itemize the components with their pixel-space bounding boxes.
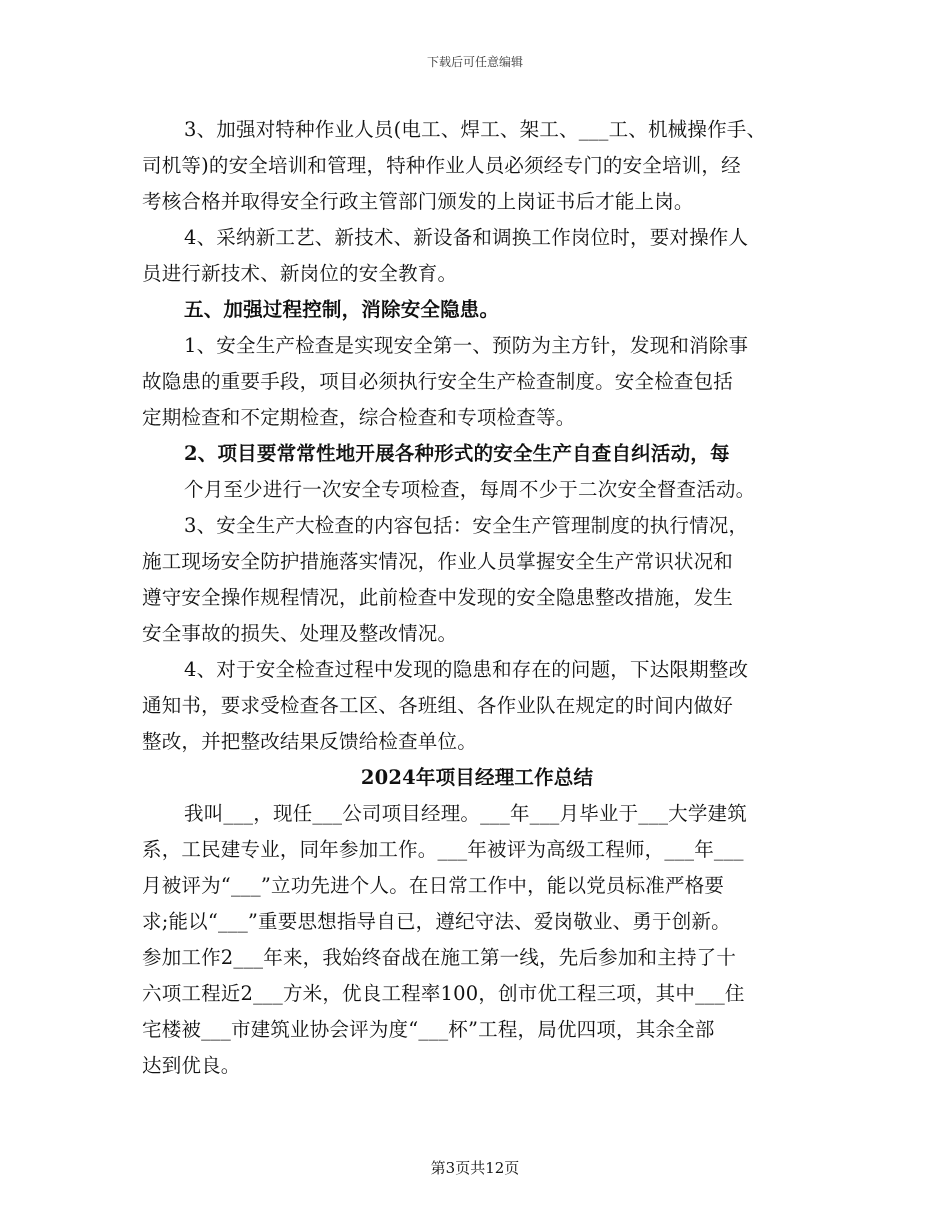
text-line: 3、加强对特种作业人员(电工、焊工、架工、___工、机械操作手、 [184,118,767,141]
text-line: 月被评为“___”立功先进个人。在日常工作中，能以党员标准严格要 [142,874,725,897]
text-line: 安全事故的损失、处理及整改情况。 [142,622,458,645]
page-header: 下载后可任意编辑 [426,55,523,69]
text-line: 五、加强过程控制，消除安全隐患。 [184,298,500,321]
section-title: 2024年项目经理工作总结 [360,766,594,789]
text-line: 宅楼被___市建筑业协会评为度“___杯”工程，局优四项，其余全部 [142,1018,715,1041]
text-line: 施工现场安全防护措施落实情况，作业人员掌握安全生产常识状况和 [142,550,734,573]
text-line: 考核合格并取得安全行政主管部门颁发的上岗证书后才能上岗。 [142,190,694,213]
text-line: 达到优良。 [142,1054,241,1077]
text-line: 求;能以“___”重要思想指导自已，遵纪守法、爱岗敬业、勇于创新。 [142,910,731,933]
text-line: 1、安全生产检查是实现安全第一、预防为主方针，发现和消除事 [184,334,749,357]
text-line: 通知书，要求受检查各工区、各班组、各作业队在规定的时间内做好 [142,694,734,717]
text-line: 定期检查和不定期检查，综合检查和专项检查等。 [142,406,576,429]
text-line: 4、采纳新工艺、新技术、新设备和调换工作岗位时，要对操作人 [184,226,749,249]
text-line: 遵守安全操作规程情况，此前检查中发现的安全隐患整改措施，发生 [142,586,734,609]
text-line: 故隐患的重要手段，项目必须执行安全生产检查制度。安全检查包括 [142,370,734,393]
text-line: 3、安全生产大检查的内容包括：安全生产管理制度的执行情况， [184,514,749,537]
text-line: 整改，并把整改结果反馈给检查单位。 [142,730,477,753]
text-line: 系，工民建专业，同年参加工作。___年被评为高级工程师，___年___ [142,838,744,861]
text-line: 个月至少进行一次安全专项检查，每周不少于二次安全督查活动。 [184,478,756,501]
text-line: 员进行新技术、新岗位的安全教育。 [142,262,458,285]
document-body [142,112,812,1084]
text-line: 我叫___，现任___公司项目经理。___年___月毕业于___大学建筑 [184,802,747,825]
text-line: 六项工程近2___方米，优良工程率100，创市优工程三项，其中___住 [142,982,745,1005]
text-line: 4、对于安全检查过程中发现的隐患和存在的问题，下达限期整改 [184,658,749,681]
text-line: 司机等)的安全培训和管理，特种作业人员必须经专门的安全培训，经 [142,154,741,177]
text-line: 参加工作2___年来，我始终奋战在施工第一线，先后参加和主持了十 [142,946,737,969]
text-line: 2、项目要常常性地开展各种形式的安全生产自查自纠活动，每 [184,442,730,465]
page-footer: 第3页共12页 [430,1159,520,1177]
